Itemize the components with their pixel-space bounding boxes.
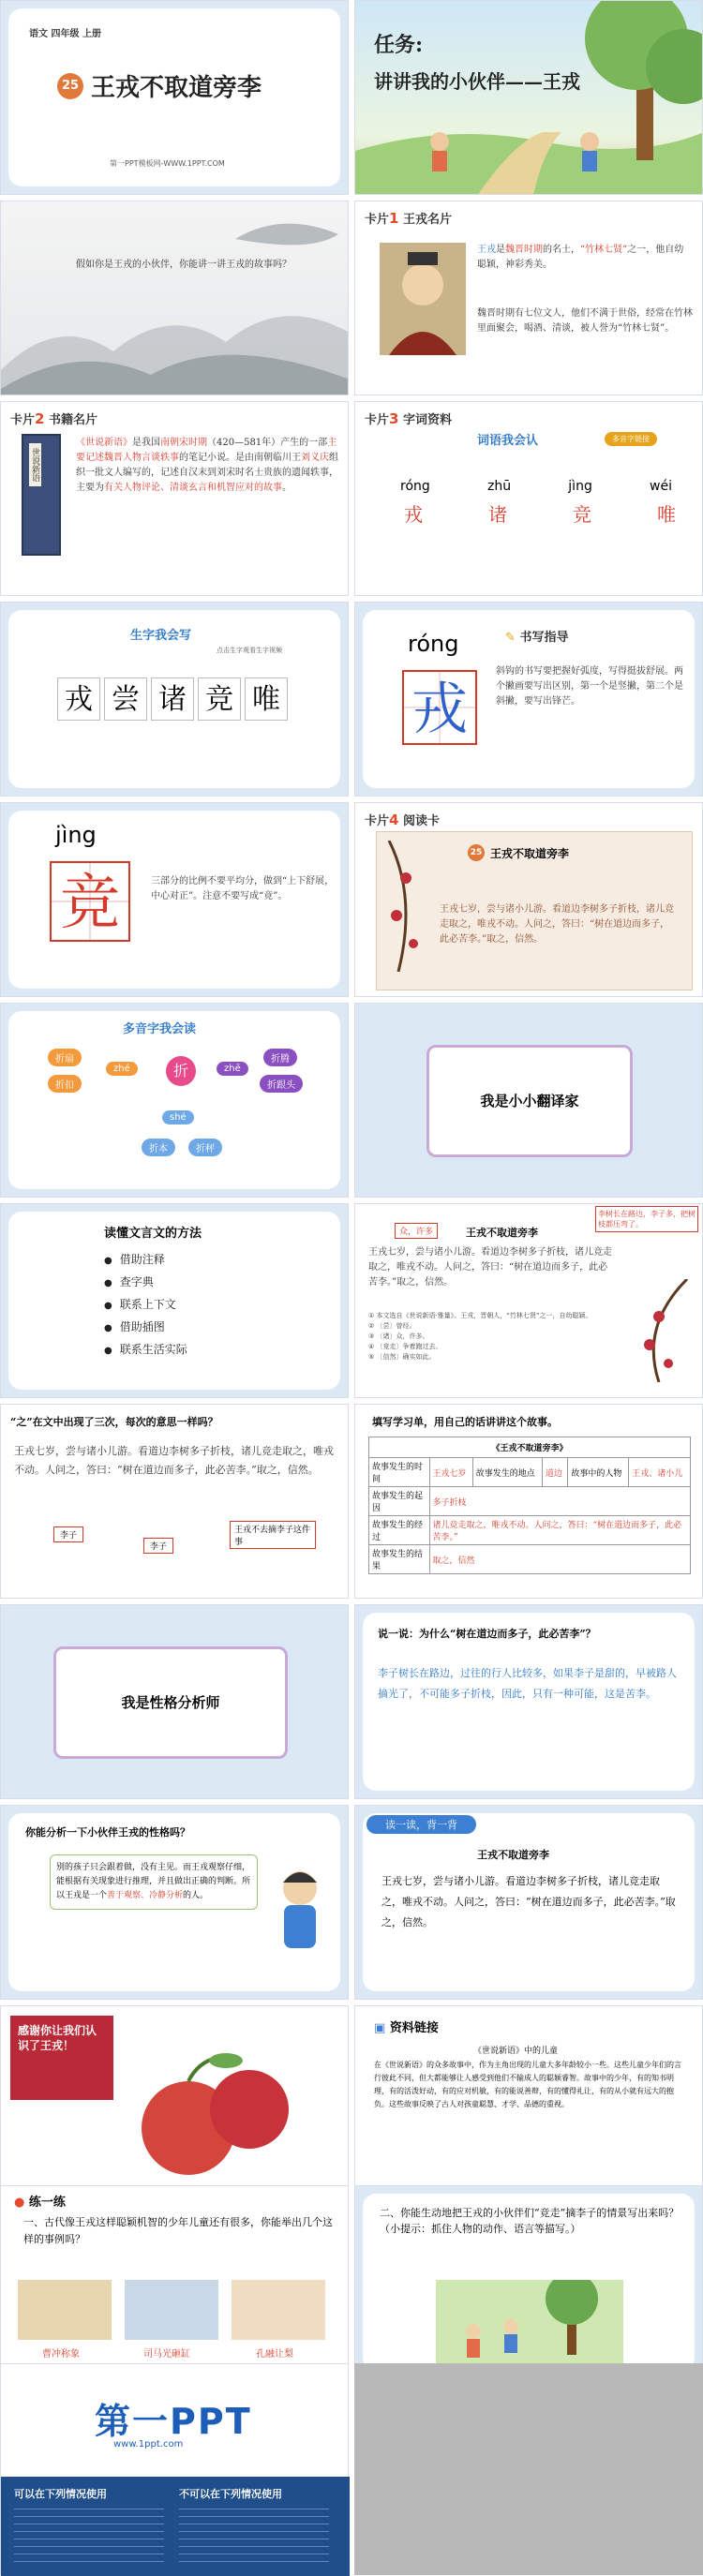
char-box-wei[interactable]: 唯 <box>245 678 288 721</box>
forbidden-list <box>179 2509 329 2565</box>
usage-forbidden-heading: 不可以在下列情况使用 <box>179 2488 282 2500</box>
subject-label: 语文 四年级 上册 <box>29 29 101 39</box>
analyst-frame: 我是性格分析师 <box>53 1646 288 1759</box>
slide-practice[interactable] <box>0 2185 349 2380</box>
wangrong-cartoon <box>267 1862 333 1956</box>
char-box-rong[interactable]: 戎 <box>57 678 100 721</box>
book-content: 有关人物评论、清谈玄言和机智应对的故事 <box>104 483 282 493</box>
table-cell[interactable]: 多子折枝 <box>429 1487 690 1516</box>
wangrong-portrait <box>380 243 466 355</box>
char-box-zhu[interactable]: 诸 <box>151 678 194 721</box>
method-item: ● 联系上下文 <box>104 1294 187 1317</box>
word-zheteng: 折腾 <box>263 1049 297 1066</box>
card-number: 3 <box>389 410 399 427</box>
char-box-jing[interactable]: 竞 <box>198 678 241 721</box>
footnote: ⑤ 〔信然〕确实如此。 <box>368 1353 436 1361</box>
story-image-elephant <box>18 2280 112 2340</box>
practice-icon: ● <box>14 2196 25 2210</box>
char-jing: 竞 <box>573 503 591 526</box>
card-word: 卡片 <box>365 213 390 227</box>
table-row <box>369 1458 691 1487</box>
card-word: 卡片 <box>365 814 390 828</box>
center-char: 折 <box>166 1056 196 1086</box>
zhi-label-2: 李子 <box>143 1538 173 1554</box>
site-credit: 第一PPT模板网-WWW.1PPT.COM <box>110 159 225 168</box>
vocab-char-row <box>404 499 676 527</box>
t2: 是我国 <box>132 438 160 448</box>
table-row <box>369 1545 691 1574</box>
card-title: 王戎名片 <box>402 213 452 227</box>
reading-title-row <box>468 844 569 861</box>
t8: 组织一批文人编写的，记述自汉末到刘宋时名士贵族的遗闻轶事，主要为 <box>76 453 338 493</box>
annotation-lishu: 李树长在路边，李子多，把树枝都压弯了。 <box>595 1206 698 1232</box>
annotated-text: 王戎七岁，尝与诸小儿游。看道边李树多子折枝，诸儿竞走取之，唯戎不动。人问之，答曰：“树在道边而多子，此必苦李。”取之，信然。 <box>368 1247 612 1288</box>
card-word: 卡片 <box>365 413 390 427</box>
why-question: 说一说：为什么“树在道边而多子，此必苦李”？ <box>378 1628 596 1640</box>
char-wei: 唯 <box>657 503 676 526</box>
personality-highlight: 善于观察、冷静分析 <box>107 1891 184 1900</box>
table-cell: 故事发生的结果 <box>369 1545 430 1574</box>
table-cell[interactable]: 王戎七岁 <box>429 1458 472 1487</box>
personality-text: 别的孩子只会跟着做，没有主见。而王戎观察仔细，能根据有关现象进行推理，并且做出正确的判断。所以王戎是一个 <box>56 1863 251 1900</box>
table-cell[interactable]: 取之，信然 <box>429 1545 690 1574</box>
book-cover <box>22 434 61 556</box>
why-answer: 李子树长在路边，过往的行人比较多，如果李子是甜的，早被路人摘光了，不可能多子折枝，因此，只有一种可能，这是苦李。 <box>378 1667 677 1700</box>
polyphone-heading: 多音字我会读 <box>123 1022 197 1036</box>
reading-text: 王戎七岁，尝与诸小儿游。看道边李树多子折枝，诸儿竞走取之，唯戎不动。人问之，答曰：“树在道边而多子，此必苦李。”取之，信然。 <box>440 904 674 945</box>
word-sheben: 折本 <box>142 1139 175 1156</box>
char-box-chang[interactable]: 尝 <box>104 678 147 721</box>
empty-slot <box>354 2363 703 2575</box>
translator-frame: 我是小小翻译家 <box>426 1045 633 1157</box>
worksheet-table <box>368 1437 691 1574</box>
zhi-question: “之”在文中出现了三次，每次的意思一样吗？ <box>10 1416 218 1428</box>
seven-sages: “竹林七贤” <box>580 245 628 255</box>
story-image-vat <box>125 2280 218 2340</box>
slide-task[interactable] <box>354 0 703 195</box>
slide-translator[interactable] <box>354 1003 703 1198</box>
card-title: 阅读卡 <box>402 814 440 828</box>
footnote: ② 〔尝〕曾经。 <box>368 1322 416 1330</box>
brand-url[interactable]: www.1ppt.com <box>113 2439 184 2449</box>
card1-label <box>365 209 452 227</box>
usage-allowed-heading: 可以在下列情况使用 <box>14 2488 107 2500</box>
slide-ink-painting[interactable] <box>0 201 349 395</box>
card1-p2: 魏晋时期有七位文人，他们不满于世俗，经常在竹林里面聚会，喝酒、清谈，被人誉为“竹林七贤”。 <box>477 308 693 334</box>
table-title: 《王戎不取道旁李》 <box>369 1437 691 1458</box>
jing-guide-text: 三部分的比例不要平均分，做到“上下舒展，中心对正”。注意不要写成“竟”。 <box>151 876 335 901</box>
rong-pinyin: róng <box>408 631 459 657</box>
book-topic: 主要记述魏晋人物言谈轶事 <box>76 438 337 463</box>
thanks-banner: 感谢你让我们认识了王戎！ <box>10 2016 113 2100</box>
card1-p1 <box>477 243 693 273</box>
slide-thanks[interactable] <box>0 2005 349 2200</box>
char-zhu: 诸 <box>488 503 507 526</box>
reading-title: 王戎不取道旁李 <box>490 846 570 860</box>
personality-end: 的人。 <box>183 1891 209 1900</box>
table-cell: 故事中的人物 <box>568 1458 629 1487</box>
slide-card4[interactable] <box>354 802 703 997</box>
char-rong: 戎 <box>404 503 423 526</box>
slide-polyphone[interactable] <box>0 1003 349 1198</box>
plum-branch-illustration <box>380 841 436 972</box>
methods-heading: 读懂文言文的方法 <box>104 1227 202 1241</box>
card-title: 书籍名片 <box>48 413 97 427</box>
plum-picking-illustration <box>436 2280 623 2364</box>
recite-header: 读一读，背一背 <box>366 1815 476 1834</box>
zhi-text: 王戎七岁，尝与诸小儿游。看道边李树多子折枝，诸儿竞走取之，唯戎不动。人问之，答曰：“树在道边而多子，此必苦李。”取之，信然。 <box>14 1445 334 1476</box>
word-zhekou: 折扣 <box>48 1075 82 1093</box>
method-item: ● 借助插图 <box>104 1317 187 1339</box>
usage-panel <box>1 2477 350 2576</box>
pinyin-zhu: zhū <box>486 479 512 494</box>
p1-rest: 之一，他自幼聪颖，神彩秀美。 <box>477 245 684 270</box>
era: 南朝宋时期 <box>160 438 207 448</box>
story-image-pears <box>232 2280 325 2340</box>
era: 魏晋时期 <box>505 245 543 255</box>
reference-text: 在《世说新语》的众多故事中，作为主角出现的儿童大多年龄较小一些。这些儿童少年们的言行彼此不同，但大都能够让人感受到他们不输成人的聪颖睿智。故事中的少年，有的知书明理，有的活泼好动，有的应对机敏，有的能说善辩，有的懂得礼让，有的从小就有远大的抱负。这些故事反映了古人对孩童聪慧、才学、品德的重视。 <box>374 2061 681 2108</box>
pinyin-jing: jìng <box>568 479 592 494</box>
caption-kongrong: 孔融让梨 <box>256 2349 293 2360</box>
book-name: 《世说新语》 <box>76 438 132 448</box>
rong-char-grid: 戎 <box>402 670 477 745</box>
slide-why-bitter[interactable] <box>354 1604 703 1799</box>
table-cell[interactable]: 诸儿竞走取之，唯戎不动。人问之，答曰：“树在道边而多子，此必苦李。” <box>429 1516 690 1545</box>
footer-slide[interactable] <box>0 2363 349 2575</box>
slide-card3[interactable] <box>354 401 703 596</box>
reading-zhe1: zhē <box>217 1062 248 1076</box>
method-item: ● 借助注释 <box>104 1249 187 1272</box>
slide-card2[interactable] <box>0 401 349 596</box>
slide-annotated-text[interactable] <box>354 1203 703 1398</box>
worksheet-heading: 填写学习单，用自己的话讲讲这个故事。 <box>372 1416 558 1428</box>
table-row <box>369 1516 691 1545</box>
word-zheshan: 折扇 <box>48 1049 82 1066</box>
slide-card1[interactable] <box>354 201 703 395</box>
pinyin-wei: wéi <box>650 479 672 494</box>
slide-reference[interactable] <box>354 2005 703 2200</box>
pinyin-rong: róng <box>400 479 430 494</box>
writing-question: 二、你能生动地把王戎的小伙伴们“竞走”摘李子的情景写出来吗？（小提示：抓住人物的动作、语言等描写。） <box>380 2207 680 2235</box>
practice-question: 一、古代像王戎这样聪颖机智的少年儿童还有很多，你能举出几个这样的事例吗？ <box>23 2216 333 2245</box>
slide-worksheet[interactable] <box>354 1404 703 1599</box>
task-subtitle: 讲讲我的小伙伴——王戎 <box>374 70 580 93</box>
video-note: 点击生字观看生字视频 <box>217 647 282 654</box>
vocab-pinyin-row <box>400 479 672 494</box>
slide-write-chars[interactable] <box>0 602 349 797</box>
card2-text <box>76 436 340 496</box>
book-cover-title: 世说新语 <box>29 443 41 486</box>
guide-heading-text: 书写指导 <box>519 631 569 645</box>
reference-heading <box>374 2018 439 2035</box>
card2-label <box>10 409 97 427</box>
card-number: 4 <box>389 812 399 828</box>
slide-methods[interactable] <box>0 1203 349 1398</box>
footnote: ③ 〔诸〕众，许多。 <box>368 1333 429 1340</box>
table-cell: 故事发生的地点 <box>472 1458 542 1487</box>
zhi-label-3: 王戎不去摘李子这件事 <box>230 1521 316 1549</box>
card3-label <box>365 409 452 427</box>
card-number: 1 <box>389 210 399 227</box>
recite-text: 王戎七岁，尝与诸小儿游。看道边李树多子折枝，诸儿竞走取之，唯戎不动。人问之，答曰：“树在道边而多子，此必苦李。”取之，信然。 <box>381 1875 676 1928</box>
word-shecheng: 折秤 <box>188 1139 222 1156</box>
reference-title: 《世说新语》中的儿童 <box>473 2047 559 2056</box>
table-cell[interactable]: 道边 <box>542 1458 568 1487</box>
footnote: ① 本文选自《世说新语·雅量》。王戎，晋朝人，“竹林七贤”之一，自幼聪颖。 <box>368 1312 592 1319</box>
mingshi: 的名士， <box>543 245 580 255</box>
footnotes <box>368 1311 614 1362</box>
word-zhegentou: 折跟头 <box>260 1075 303 1093</box>
allowed-list <box>14 2509 164 2565</box>
slide-character-analyst[interactable] <box>0 1604 349 1799</box>
plums-illustration <box>132 2044 301 2184</box>
recite-title: 王戎不取道旁李 <box>477 1849 549 1861</box>
lesson-number-badge: 25 <box>57 73 83 99</box>
pencil-icon: ✎ <box>505 631 516 645</box>
footnote: ④ 〔竞走〕争着跑过去。 <box>368 1343 442 1350</box>
char-boxes <box>57 678 292 721</box>
card-title: 字词资料 <box>402 413 452 427</box>
brand-logo: 第一PPT <box>95 2401 252 2442</box>
practice-heading <box>14 2192 66 2210</box>
card-number: 2 <box>35 410 45 427</box>
reading-she2: shé <box>162 1110 194 1124</box>
lesson-title: 王戎不取道旁李 <box>91 74 262 102</box>
task-label: 任务: <box>374 33 424 57</box>
annotated-title: 王戎不取道旁李 <box>466 1227 538 1239</box>
slide-personality[interactable] <box>0 1805 349 2000</box>
polyphone-tag[interactable]: 多音字链接 <box>605 432 657 446</box>
card-frame <box>8 1011 340 1189</box>
caption-caochong: 曹冲称象 <box>42 2349 80 2360</box>
slide-writing-guide-jing[interactable] <box>0 802 349 997</box>
slide-recite[interactable] <box>354 1805 703 2000</box>
plum-branch-illustration <box>621 1279 696 1382</box>
method-item: ● 联系生活实际 <box>104 1339 187 1362</box>
vocab-heading: 词语我会认 <box>477 434 539 448</box>
lesson-title-row <box>57 68 262 103</box>
card4-label <box>365 811 440 828</box>
reference-heading-text: 资料链接 <box>389 2021 439 2035</box>
slide-zhi-meaning[interactable] <box>0 1404 349 1599</box>
personality-bubble <box>50 1854 258 1910</box>
write-heading: 生字我会写 <box>130 629 192 643</box>
book-icon: ▣ <box>374 2021 386 2035</box>
guide-heading <box>505 627 568 645</box>
editor: 刘义庆 <box>301 453 329 463</box>
ink-mountains <box>1 201 349 395</box>
name-wangrong: 王戎 <box>477 245 496 255</box>
lesson-badge: 25 <box>468 844 485 861</box>
t6: 的笔记小说。是由南朝临川王 <box>179 453 301 463</box>
zhi-label-1: 李子 <box>53 1526 83 1542</box>
table-cell: 故事发生的经过 <box>369 1516 430 1545</box>
connector-is: 是 <box>496 245 505 255</box>
reading-zhe2: zhé <box>106 1062 138 1076</box>
slide-title[interactable] <box>0 0 349 195</box>
card-word: 卡片 <box>10 413 36 427</box>
slide-writing-guide-rong[interactable] <box>354 602 703 797</box>
t4: （420—581年）产生的一部 <box>207 438 328 448</box>
table-row <box>369 1487 691 1516</box>
table-cell: 故事发生的起因 <box>369 1487 430 1516</box>
method-item: ● 查字典 <box>104 1272 187 1294</box>
slide-writing-task[interactable] <box>354 2185 703 2380</box>
practice-heading-text: 练一练 <box>28 2196 66 2210</box>
t10: 。 <box>282 483 292 493</box>
annotation-zhong: 众，许多 <box>395 1223 438 1239</box>
jing-pinyin: jìng <box>55 822 97 848</box>
jing-char-grid: 竞 <box>50 861 130 942</box>
prompt-text: 假如你是王戎的小伙伴，你能讲一讲王戎的故事吗？ <box>76 260 292 270</box>
table-cell[interactable]: 王戎、诸小儿 <box>629 1458 691 1487</box>
personality-question: 你能分析一下小伙伴王戎的性格吗？ <box>25 1826 190 1839</box>
table-cell: 故事发生的时间 <box>369 1458 430 1487</box>
methods-list <box>104 1249 187 1362</box>
guide-text: 斜钩的书写要把握好弧度，写得挺拔舒展。两个撇画要写出区别，第一个是竖撇，第二个是斜撇，要写出锋芒。 <box>496 666 683 707</box>
caption-simaguang: 司马光砸缸 <box>143 2349 190 2360</box>
